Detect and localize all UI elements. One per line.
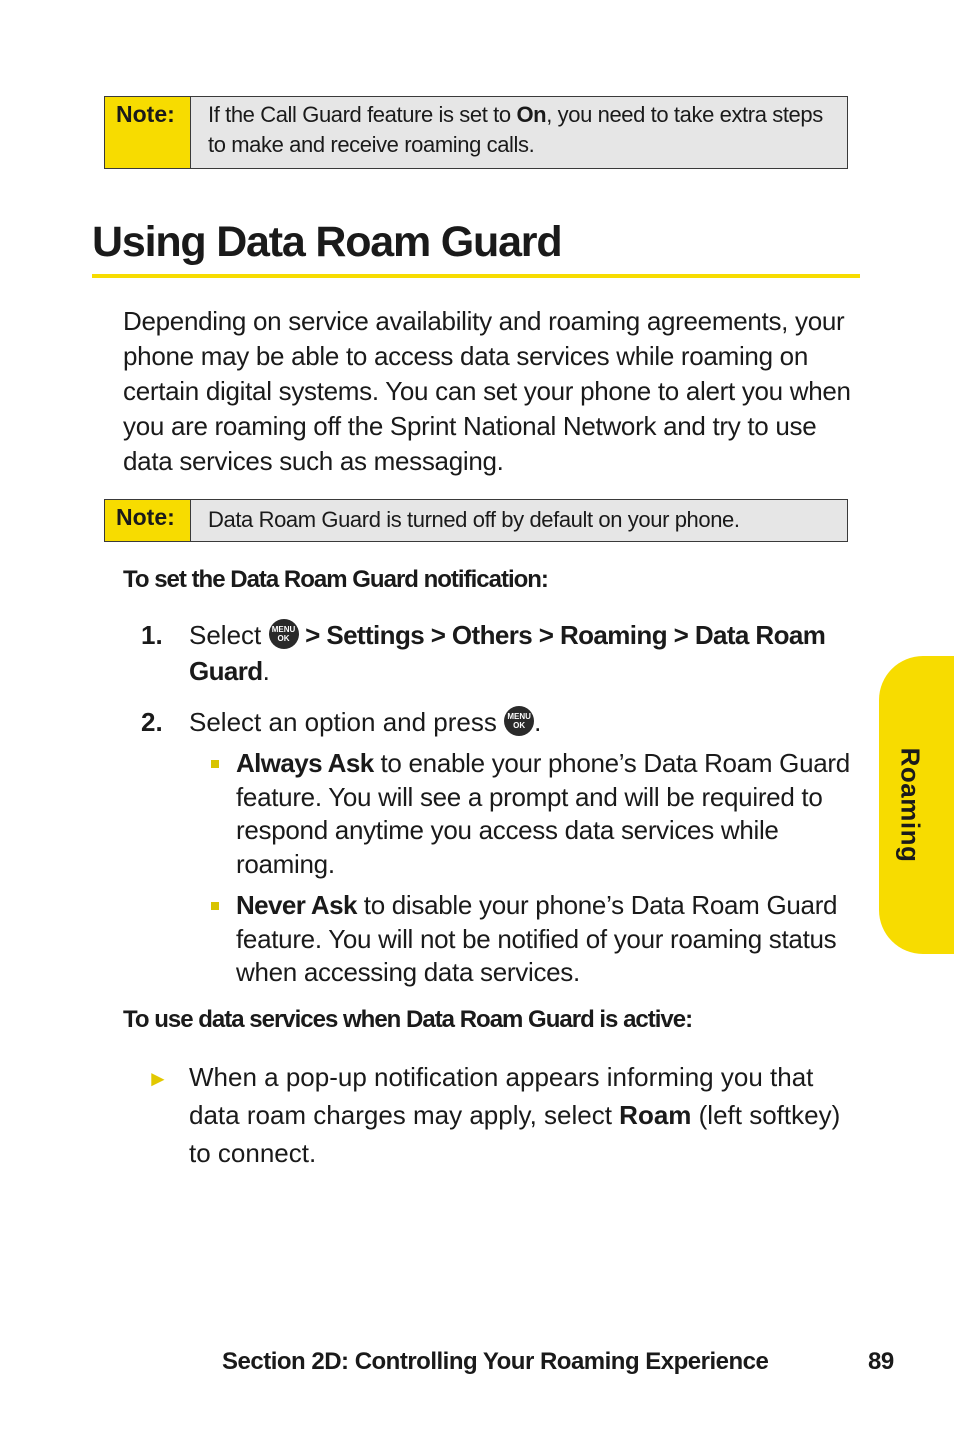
note-default-off xyxy=(104,499,848,542)
action-text-after: (left softkey) to connect. xyxy=(189,1100,841,1168)
footer-section-title: Section 2D: Controlling Your Roaming Experience xyxy=(222,1348,769,1375)
action-text-before: When a pop-up notification appears informing you that data roam charges may apply, select xyxy=(189,1062,814,1130)
note-label: Note: xyxy=(105,97,191,168)
action-item xyxy=(147,1058,857,1172)
menu-icon-line1: MENU xyxy=(507,712,531,722)
bullet-square-icon xyxy=(211,760,219,768)
subhead-set-notification: To set the Data Roam Guard notification: xyxy=(123,566,548,593)
menu-icon-line2: OK xyxy=(277,634,290,644)
step-suffix: . xyxy=(262,656,270,686)
footer-page-number: 89 xyxy=(868,1348,894,1375)
option-description: to enable your phone’s Data Roam Guard feature. You will see a prompt and will be required to respond anytime you access data services while roaming. xyxy=(236,748,850,879)
option-name: Never Ask xyxy=(236,890,357,920)
menu-path: > Settings > Others > Roaming > Data Roam Guard xyxy=(189,620,826,686)
action-text xyxy=(189,1058,857,1172)
menu-ok-icon xyxy=(269,619,299,649)
title-underline xyxy=(92,274,860,278)
arrow-right-icon: ► xyxy=(147,1066,169,1091)
note-body xyxy=(191,97,847,168)
step-prefix: Select an option and press xyxy=(189,707,505,737)
option-text xyxy=(236,889,861,990)
side-tab-label: Roaming xyxy=(895,747,926,863)
note-bold-on: On xyxy=(516,102,547,127)
option-never-ask xyxy=(211,889,861,990)
option-description: to disable your phone’s Data Roam Guard feature. You will not be notified of your roaming status when accessing data services. xyxy=(236,890,838,987)
step-number: 2. xyxy=(141,707,163,737)
subhead-use-data-services: To use data services when Data Roam Guard is active: xyxy=(123,1006,693,1033)
bullet-square-icon xyxy=(211,902,219,910)
note-text-after: , you need to take extra steps to make and receive roaming calls. xyxy=(208,102,823,157)
intro-paragraph: Depending on service availability and roaming agreements, your phone may be able to access data services while roaming on certain digital systems. You can set your phone to alert you when you are roaming off the Sprint National Network and try to use data services such as messaging. xyxy=(123,306,851,476)
option-name: Always Ask xyxy=(236,748,374,778)
step-text xyxy=(189,617,829,689)
option-text xyxy=(236,747,861,881)
action-bold-roam: Roam xyxy=(619,1100,692,1130)
step-suffix: . xyxy=(534,707,542,737)
page-title: Using Data Roam Guard xyxy=(92,218,562,266)
note-call-guard xyxy=(104,96,848,169)
menu-icon-line1: MENU xyxy=(271,625,296,635)
note-label: Note: xyxy=(105,500,191,541)
note-text: If the Call Guard feature is set to xyxy=(208,102,517,127)
option-always-ask xyxy=(211,747,861,881)
step-prefix: Select xyxy=(189,620,269,650)
menu-icon-line2: OK xyxy=(513,721,526,731)
menu-ok-icon xyxy=(504,706,534,736)
step-text xyxy=(189,704,829,740)
step-number: 1. xyxy=(141,620,163,650)
note-body: Data Roam Guard is turned off by default on your phone. xyxy=(191,500,847,541)
